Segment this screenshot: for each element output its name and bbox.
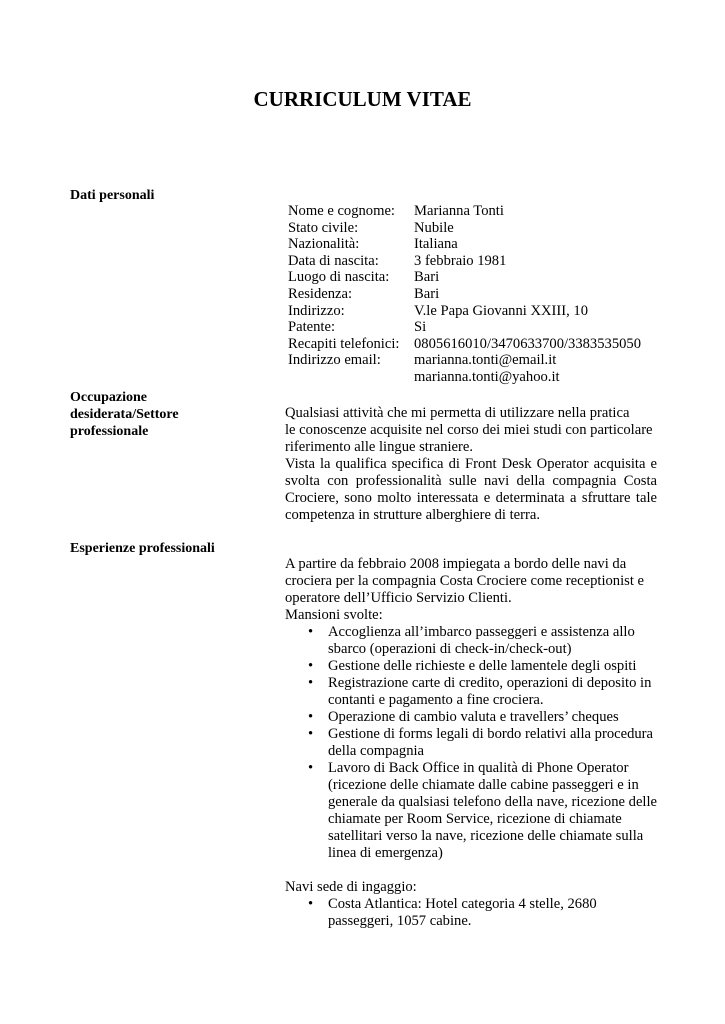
personal-row [288,336,641,353]
ships-label: Navi sede di ingaggio: [285,879,417,895]
personal-key: Data di nascita: [288,252,379,269]
occupation-paragraph: Vista la qualifica specifica di Front Desk Operator acquisita e svolta con professionalità sulle navi della compagnia Costa Crociere, sono molto interessata e determinata a sfruttare tale competenza in strutture alberghiere di terra. [285,456,657,523]
occupation-line: riferimento alle lingue straniere. [285,439,474,455]
bullet-icon: • [308,658,314,674]
personal-row [288,203,641,220]
personal-value: V.le Papa Giovanni XXIII, 10 [414,302,589,319]
email-link[interactable]: marianna.tonti@yahoo.it [414,368,560,385]
bullet-icon: • [308,896,314,912]
occupation-line: le conoscenze acquisite nel corso dei miei studi con particolare [285,422,653,438]
personal-value: Marianna Tonti [414,203,504,219]
list-item-text: Costa Atlantica: Hotel categoria 4 stelle, 2680 passeggeri, 1057 cabine. [328,896,597,929]
bullet-icon: • [308,624,314,640]
list-item-text: Accoglienza all’imbarco passeggeri e assistenza allo sbarco (operazioni di check-in/check-out) [328,624,635,657]
personal-row [288,269,641,286]
occupation-text [285,405,657,524]
personal-row [288,286,641,303]
personal-value: Nubile [414,219,454,236]
personal-row [288,236,641,253]
section-label-line: Occupazione [70,390,147,405]
document-title: CURRICULUM VITAE [253,87,472,111]
bullet-icon: • [308,726,314,742]
personal-value: Bari [414,269,440,286]
personal-key: Residenza: [288,285,353,302]
list-item [285,675,657,709]
list-item [285,726,657,760]
personal-value: 0805616010/3470633700/3383535050 [414,335,642,352]
personal-key: Indirizzo email: [288,352,381,369]
personal-row [288,253,641,270]
personal-key [288,369,414,386]
personal-value: 3 febbraio 1981 [414,252,507,269]
experience-intro: A partire da febbraio 2008 impiegata a bordo delle navi da crociera per la compagnia Costa Crociere come receptionist e operatore dell’Ufficio Servizio Clienti. [285,556,645,606]
personal-key: Luogo di nascita: [288,269,390,286]
ships-list [285,896,657,930]
personal-row [288,369,641,386]
email-link[interactable]: marianna.tonti@email.it [414,352,557,369]
duties-label: Mansioni svolte: [285,607,383,623]
bullet-icon: • [308,675,314,691]
bullet-icon: • [308,760,314,776]
personal-key: Nazionalità: [288,236,360,253]
section-label-personal: Dati personali [70,188,155,203]
personal-key: Nome e cognome: [288,203,395,219]
personal-key: Indirizzo: [288,302,345,319]
personal-data-table [288,203,641,386]
list-item [285,658,657,675]
personal-row [288,319,641,336]
list-item-text: Lavoro di Back Office in qualità di Phone Operator (ricezione delle chiamate dalle cabine passeggeri e in generale da qualsiasi telefono della nave, ricezione delle chiamate per Room Service, ricezione di chiamate satellitari verso la nave, ricezione delle chiamate sulla linea di emergenza) [328,760,658,861]
list-item-text: Gestione di forms legali di bordo relativi alla procedura della compagnia [328,726,654,759]
list-item-text: Registrazione carte di credito, operazioni di deposito in contanti e pagamento a fine crociera. [328,675,652,708]
list-item [285,760,657,862]
duties-list [285,624,657,862]
personal-row [288,352,641,369]
experience-text [285,556,657,930]
personal-key: Recapiti telefonici: [288,335,400,352]
list-item-text: Operazione di cambio valuta e travellers’ cheques [328,709,619,725]
section-label-experience: Esperienze professionali [70,541,215,556]
personal-key: Stato civile: [288,219,359,236]
section-label-line: professionale [70,424,149,439]
personal-row [288,220,641,237]
bullet-icon: • [308,709,314,725]
personal-row [288,303,641,320]
personal-value: Italiana [414,236,458,253]
personal-value: Bari [414,285,440,302]
personal-value: Si [414,319,427,336]
list-item [285,709,657,726]
personal-key: Patente: [288,319,336,336]
list-item [285,896,657,930]
list-item-text: Gestione delle richieste e delle lamentele degli ospiti [328,658,637,674]
list-item [285,624,657,658]
occupation-line: Qualsiasi attività che mi permetta di utilizzare nella pratica [285,405,630,421]
section-label-occupation [70,389,270,440]
section-label-line: desiderata/Settore [70,407,179,422]
